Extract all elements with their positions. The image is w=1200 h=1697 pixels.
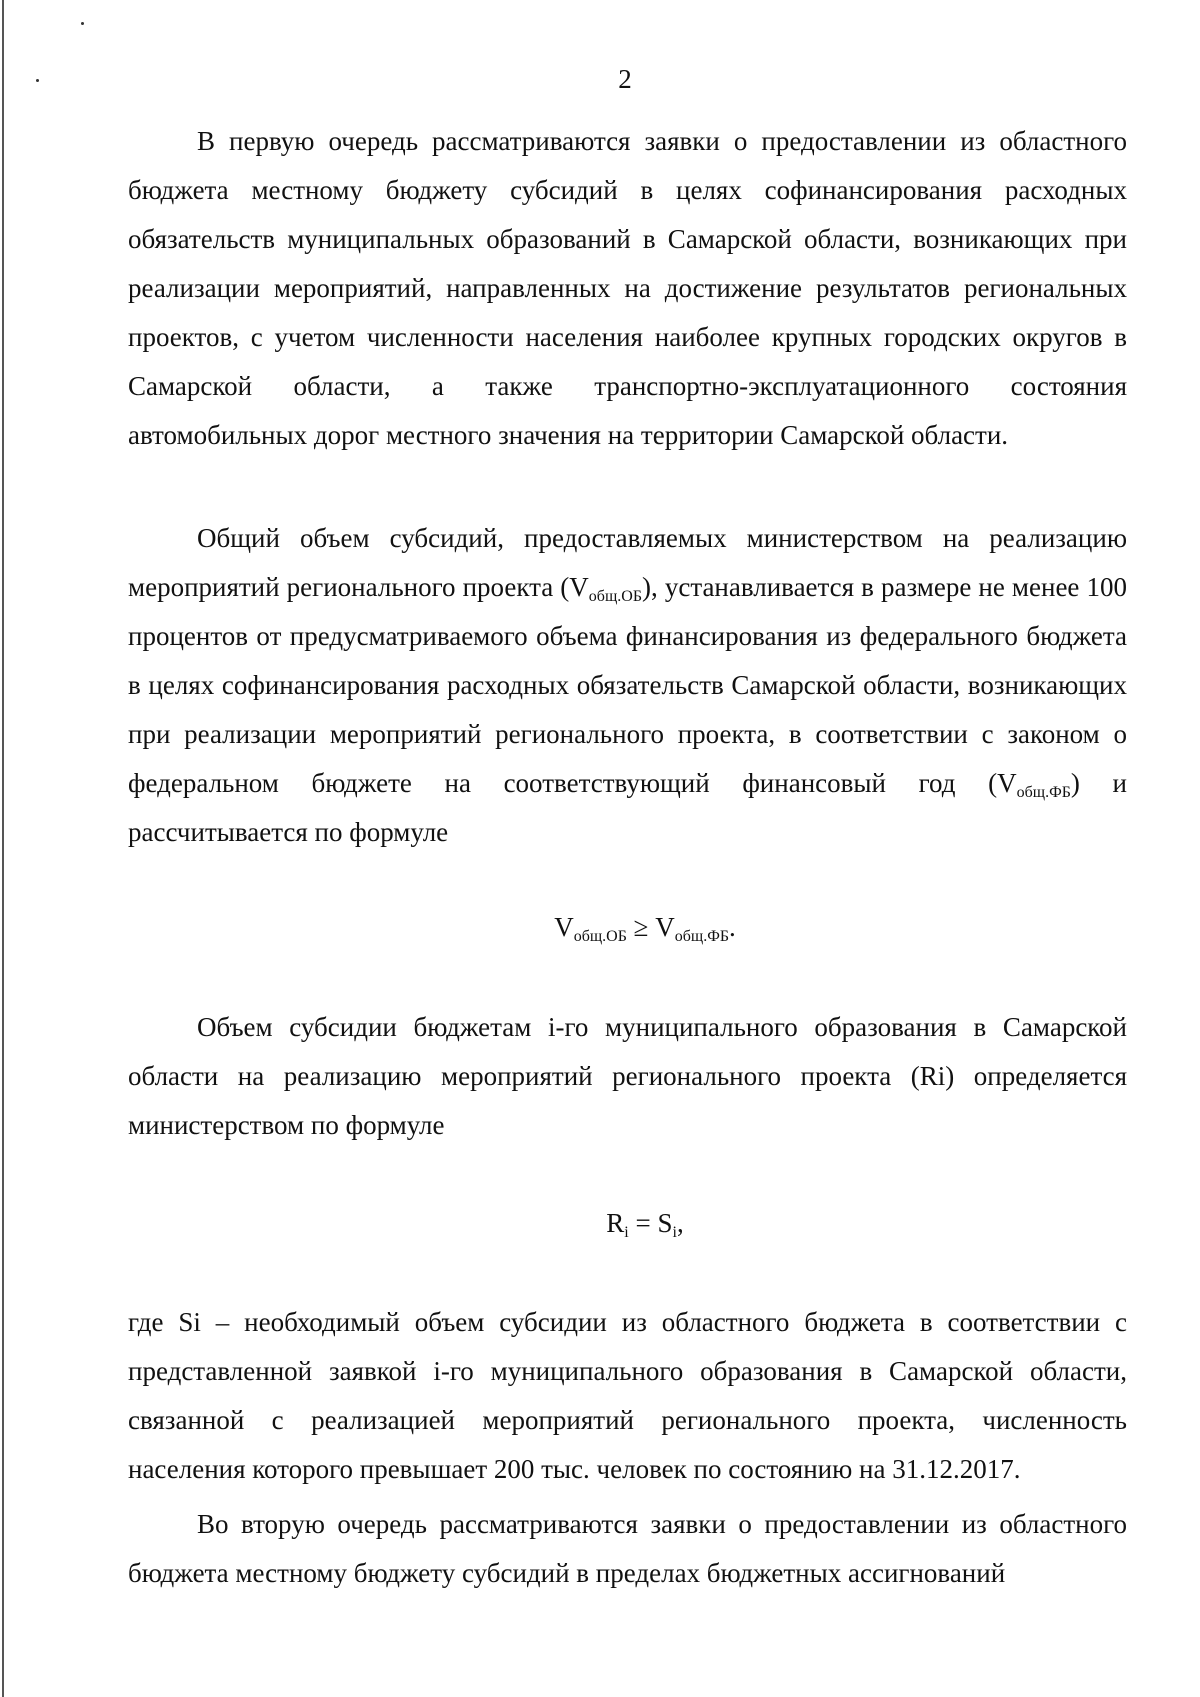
formula-ri: $R_i = S_i$, [606,1208,684,1241]
paragraph-si-definition: где Si – необходимый объем субсидии из областного бюджета в соответствии с представленной заявкой i-го муниципального образования в Самарской области, связанной с реализацией мероприятий регионального проекта, численность населения которого превышает 200 тыс. человек по состоянию на 31.12.2017. [128,1307,1127,1484]
scan-edge-line [2,0,4,1697]
page-number: 2 [618,64,632,94]
scan-speck [81,22,84,25]
paragraph-total-subsidy: Общий объем субсидий, предоставляемых министерством на реализацию мероприятий регионального проекта $(V_{общ.ОБ})$, устанавливается в размере не менее 100 процентов от предусматриваемого объема финансирования из федерального бюджета в целях софинансирования расходных обязательств Самарской области, возникающих при реализации мероприятий регионального проекта, в соответствии с законом о федеральном бюджете на соответствующий финансовый год $(V_{общ.ФБ})$ и рассчитывается по формуле [128,523,1127,847]
formula-total-volume: $V_{общ.ОБ} \ge V_{общ.ФБ}$. [554,912,736,945]
paragraph-first-priority: В первую очередь рассматриваются заявки о предоставлении из областного бюджета местному бюджету субсидий в целях софинансирования расходных обязательств муниципальных образований в Самарской области, возникающих при реализации мероприятий, направленных на достижение результатов региональных проектов, с учетом численности населения наиболее крупных городских округов в Самарской области, а также транспортно-эксплуатационного состояния автомобильных дорог местного значения на территории Самарской области. [128,126,1127,450]
paragraph-municipal-subsidy: Объем субсидии бюджетам i-го муниципального образования в Самарской области на реализацию мероприятий регионального проекта (Ri) определяется министерством по формуле [128,1012,1127,1140]
paragraph-second-priority: Во вторую очередь рассматриваются заявки о предоставлении из областного бюджета местному бюджету субсидий в пределах бюджетных ассигнований [128,1509,1127,1588]
